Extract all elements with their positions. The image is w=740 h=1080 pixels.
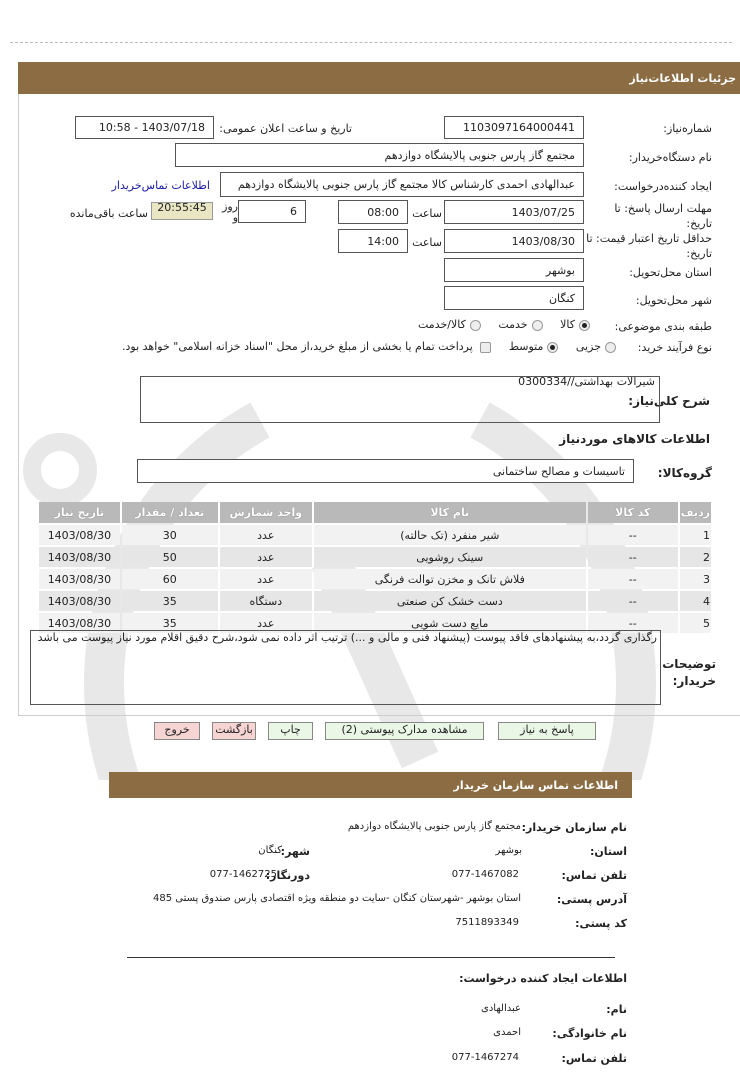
back-button[interactable]: بازگشت <box>212 722 256 740</box>
creator-info-title: اطلاعات ایجاد کننده درخواست: <box>459 972 627 985</box>
buyer-field: مجتمع گاز پارس جنوبی پالایشگاه دوازدهم <box>175 143 584 167</box>
category-radio-service[interactable]: خدمت <box>498 318 542 331</box>
item-name: دست خشک کن صنعتی <box>314 591 586 611</box>
treasury-checkbox[interactable] <box>476 340 491 353</box>
creator-label: ایجاد کننده‌درخواست: <box>614 180 712 193</box>
item-qty: 35 <box>122 591 218 611</box>
col-code: کد کالا <box>588 502 678 523</box>
item-code: -- <box>588 525 678 545</box>
buyer-contact-link[interactable]: اطلاعات تماس‌خریدار <box>111 179 210 192</box>
category-label: طبقه بندی موضوعی: <box>614 320 712 333</box>
postal-label: کد پستی: <box>575 917 627 930</box>
validity-time-label: ساعت <box>412 236 442 249</box>
item-code: -- <box>588 547 678 567</box>
item-date: 1403/08/30 <box>39 547 120 567</box>
desc-label: شرح کلی‌نیاز: <box>628 394 710 408</box>
col-unit: واحد شمارش <box>220 502 312 523</box>
deadline-date-field: 1403/07/25 <box>444 200 584 224</box>
table-row <box>39 525 711 545</box>
contact-title: اطلاعات تماس سازمان خریدار <box>453 778 618 792</box>
contact-header <box>109 772 632 798</box>
org-value: مجتمع گاز پارس جنوبی پالایشگاه دوازدهم <box>347 821 521 832</box>
page-title: جزئیات اطلاعات‌نیاز <box>629 71 736 85</box>
name-label: نام: <box>606 1003 627 1016</box>
province-label: استان محل‌تحویل: <box>629 266 712 279</box>
attachments-button[interactable]: مشاهده مدارک پیوستی (2) <box>325 722 484 740</box>
item-name: شیر منفرد (تک حالته) <box>314 525 586 545</box>
deadline-time-field: 08:00 <box>338 200 408 224</box>
contact-province-label: استان: <box>590 845 627 858</box>
category-radio-goods[interactable]: کالا <box>560 318 590 331</box>
item-qty: 50 <box>122 547 218 567</box>
family-value: احمدی <box>493 1027 521 1038</box>
address-value: استان بوشهر -شهرستان کنگان -سایت دو منطقه ویژه اقتصادی پارس صندوق پستی 485 <box>153 893 521 904</box>
announce-label: تاریخ و ساعت اعلان عمومی: <box>219 122 352 135</box>
province-field: بوشهر <box>444 258 584 282</box>
item-date: 1403/08/30 <box>39 525 120 545</box>
notes-label: توضیحات خریدار: <box>662 657 716 688</box>
item-date: 1403/08/30 <box>39 613 120 633</box>
item-name: مایع دست شویی <box>314 613 586 633</box>
city-field: کنگان <box>444 286 584 310</box>
row-number: 2 <box>680 547 711 567</box>
item-unit: عدد <box>220 613 312 633</box>
item-name: فلاش تانک و مخزن توالت فرنگی <box>314 569 586 589</box>
table-header-row <box>39 502 711 523</box>
item-code: -- <box>588 569 678 589</box>
table-row <box>39 547 711 567</box>
validity-time-field: 14:00 <box>338 229 408 253</box>
group-label: گروه‌کالا: <box>657 466 712 480</box>
item-code: -- <box>588 591 678 611</box>
remaining-label: ساعت باقی‌مانده <box>69 207 148 220</box>
contact-city-label: شهر: <box>280 845 310 858</box>
need-number-label: شماره‌نیاز: <box>663 122 712 135</box>
row-number: 4 <box>680 591 711 611</box>
item-date: 1403/08/30 <box>39 591 120 611</box>
payment-note: پرداخت تمام یا بخشی از مبلغ خرید،از محل "اسناد خزانه اسلامی" خواهد بود. <box>122 340 473 353</box>
process-radio-group <box>122 340 616 353</box>
deadline-label: مهلت ارسال پاسخ: تا تاریخ: <box>614 202 712 230</box>
org-label: نام سازمان خریدار: <box>521 821 627 834</box>
reply-button[interactable]: پاسخ به نیاز <box>498 722 596 740</box>
creator-phone-value: 077-1467274 <box>451 1052 519 1063</box>
days-field: 6 <box>238 200 306 223</box>
family-label: نام خانوادگی: <box>552 1027 627 1040</box>
col-name: نام کالا <box>314 502 586 523</box>
item-date: 1403/08/30 <box>39 569 120 589</box>
item-name: سینک روشویی <box>314 547 586 567</box>
row-number: 1 <box>680 525 711 545</box>
city-label: شهر محل‌تحویل: <box>635 294 712 307</box>
item-unit: عدد <box>220 569 312 589</box>
contact-city-value: کنگان <box>258 845 282 856</box>
page-header <box>18 62 740 94</box>
col-qty: تعداد / مقدار <box>122 502 218 523</box>
address-label: آدرس پستی: <box>556 893 627 906</box>
print-button[interactable]: چاپ <box>268 722 313 740</box>
validity-date-field: 1403/08/30 <box>444 229 584 253</box>
remaining-timer: 20:55:45 <box>151 202 213 220</box>
goods-title: اطلاعات کالاهای موردنیاز <box>559 432 710 446</box>
name-value: عبدالهادی <box>481 1003 521 1014</box>
item-unit: عدد <box>220 547 312 567</box>
goods-table <box>37 500 713 635</box>
item-unit: عدد <box>220 525 312 545</box>
row-number: 5 <box>680 613 711 633</box>
item-code: -- <box>588 613 678 633</box>
item-unit: دستگاه <box>220 591 312 611</box>
col-row: ردیف <box>680 502 711 523</box>
deadline-time-label: ساعت <box>412 207 442 220</box>
buyer-label: نام دستگاه‌خریدار: <box>628 151 712 164</box>
process-label: نوع فرآیند خرید: <box>637 341 712 354</box>
need-number-field: 1103097164000441 <box>444 116 584 139</box>
phone-label: تلفن تماس: <box>561 869 627 882</box>
fax-label: دورنگار: <box>265 869 310 882</box>
validity-label: حداقل تاریخ اعتبار قیمت: تا تاریخ: <box>586 232 712 260</box>
section-divider <box>127 957 615 958</box>
table-row <box>39 569 711 589</box>
days-label: روز و <box>222 200 238 224</box>
creator-field: عبدالهادی احمدی کارشناس کالا مجتمع گاز پارس جنوبی پالایشگاه دوازدهم <box>220 172 584 197</box>
postal-value: 7511893349 <box>455 917 519 928</box>
item-qty: 30 <box>122 525 218 545</box>
phone-value: 077-1467082 <box>451 869 519 880</box>
desc-textarea[interactable]: شیرالات بهداشتی//0300334 <box>140 376 660 423</box>
top-divider <box>10 42 732 43</box>
creator-phone-label: تلفن تماس: <box>561 1052 627 1065</box>
contact-province-value: بوشهر <box>495 845 522 856</box>
process-radio-medium[interactable]: متوسط <box>509 340 559 353</box>
item-qty: 60 <box>122 569 218 589</box>
col-date: تاریخ نیاز <box>39 502 120 523</box>
exit-button[interactable]: خروج <box>154 722 200 740</box>
category-radio-group <box>418 318 590 331</box>
announce-field: 1403/07/18 - 10:58 <box>75 116 214 139</box>
group-field: تاسیسات و مصالح ساختمانی <box>137 459 634 483</box>
fax-value: 077-1462725 <box>209 869 277 880</box>
notes-textarea[interactable]: رگذاری گردد،به پیشنهادهای فاقد پیوست (پیشنهاد فنی و مالی و ...) ترتیب اثر داده نمی شود،شرح دقیق اقلام مورد نیاز پیوست می باشد <box>30 630 661 705</box>
item-qty: 35 <box>122 613 218 633</box>
row-number: 3 <box>680 569 711 589</box>
category-radio-both[interactable]: کالا/خدمت <box>418 318 481 331</box>
process-radio-minor[interactable]: جزیی <box>576 340 616 353</box>
table-row <box>39 591 711 611</box>
